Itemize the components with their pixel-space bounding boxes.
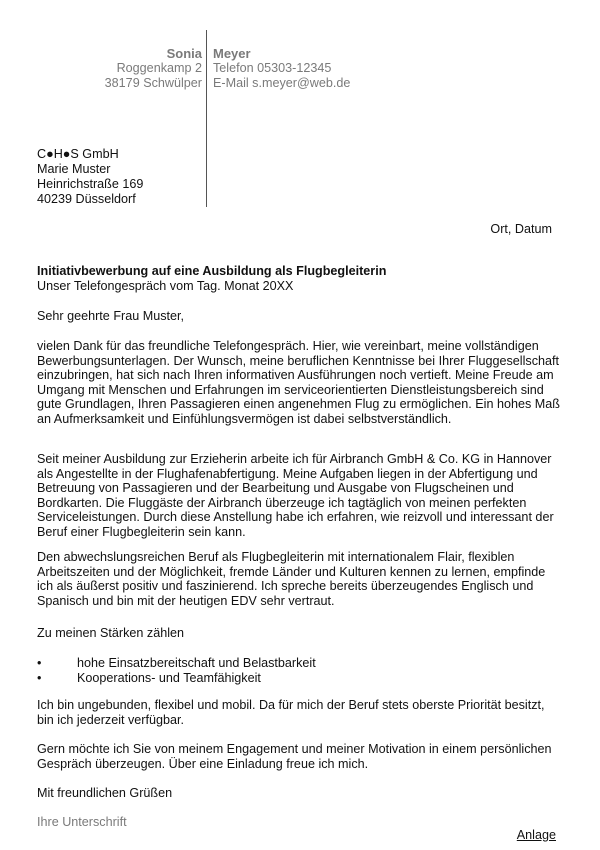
list-item xyxy=(37,671,557,686)
bullet-icon: • xyxy=(37,670,42,685)
paragraph-4: Ich bin ungebunden, flexibel und mobil. Da für mich der Beruf stets oberste Priorität besitzt, bin ich jederzeit verfügbar. xyxy=(37,698,545,727)
recipient-name: Marie Muster xyxy=(37,162,111,176)
paragraph-3: Den abwechslungsreichen Beruf als Flugbegleiterin mit internationalem Flair, flexiblen Arbeitszeiten und der Möglichkeit, fremde Länder und Kulturen kennen zu lernen, empfinde ich als äußerst positiv und faszinierend. Ich spreche bereits überzeugendes Englisch und Spanisch und bin mit der heutigen EDV sehr vertraut. xyxy=(37,550,546,608)
strengths-list xyxy=(37,656,557,685)
paragraph-1: vielen Dank für das freundliche Telefongespräch. Hier, wie vereinbart, meine vollständigen Bewerbungsunterlagen. Der Wunsch, meine beruflichen Kenntnisse bei Ihrer Fluggesellschaft einzubringen, hat sich nach Ihren informativen Ausführungen noch vertieft. Meine Freude am Umgang mit Menschen und Erfahrungen im serviceorientierten Dienstleistungsbereich sind gute Grundlagen, Ihren Passagieren einen angenehmen Flug zu ermöglichen. Ein hohes Maß an Aufmerksamkeit und Einfühlungsvermögen ist dabei selbstverständlich. xyxy=(37,339,560,426)
letter-date: Ort, Datum xyxy=(490,222,552,236)
sender-address-left xyxy=(105,46,202,91)
strength-label: Kooperations- und Teamfähigkeit xyxy=(77,670,261,685)
recipient-address xyxy=(37,147,143,207)
sender-street: Roggenkamp 2 xyxy=(116,61,202,75)
bullet-icon: • xyxy=(37,656,42,670)
strengths-intro: Zu meinen Stärken zählen xyxy=(37,626,185,640)
subject-reference: Unser Telefongespräch vom Tag. Monat 20XX xyxy=(37,278,294,293)
subject-block xyxy=(37,264,562,293)
sender-contact-right xyxy=(213,46,350,91)
recipient-street: Heinrichstraße 169 xyxy=(37,177,144,191)
recipient-city: 40239 Düsseldorf xyxy=(37,192,136,206)
sender-city: 38179 Schwülper xyxy=(104,76,202,90)
closing: Mit freundlichen Grüßen xyxy=(37,786,173,800)
sender-last-name: Meyer xyxy=(213,46,251,61)
attachment-label: Anlage xyxy=(516,828,556,842)
recipient-company: C●H●S GmbH xyxy=(37,147,119,161)
subject-title: Initiativbewerbung auf eine Ausbildung als Flugbegleiterin xyxy=(37,264,387,278)
greeting: Sehr geehrte Frau Muster, xyxy=(37,309,184,323)
sender-email: E-Mail s.meyer@web.de xyxy=(213,76,351,90)
header-divider xyxy=(206,30,207,207)
sender-first-name: Sonia xyxy=(166,46,202,61)
sender-phone: Telefon 05303-12345 xyxy=(213,61,332,75)
signature: Ihre Unterschrift xyxy=(37,815,127,829)
paragraph-2: Seit meiner Ausbildung zur Erzieherin arbeite ich für Airbranch GmbH & Co. KG in Hannover als Angestellte in der Flughafenabfertigung. Meine Aufgaben liegen in der Abfertigung und Betreuung von Passagieren und der Bearbeitung und Ausgabe von Flugscheinen und Bordkarten. Die Fluggäste der Airbranch überzeuge ich tagtäglich von meinen perfekten Serviceleistungen. Durch diese Anstellung habe ich erfahren, wie reizvoll und interessant der Beruf einer Flugbegleiterin sein kann. xyxy=(37,452,554,539)
strength-label: hohe Einsatzbereitschaft und Belastbarkeit xyxy=(77,656,316,670)
paragraph-5: Gern möchte ich Sie von meinem Engagement und meiner Motivation in einem persönlichen Gespräch überzeugen. Über eine Einladung freue ich mich. xyxy=(37,742,552,771)
list-item xyxy=(37,656,557,671)
